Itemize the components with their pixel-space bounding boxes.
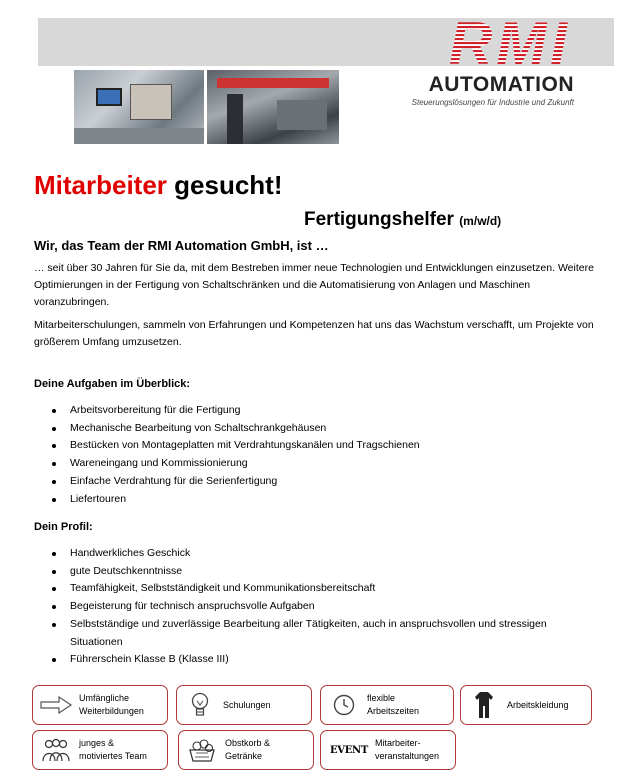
benefit-card-training xyxy=(32,685,168,725)
machine-bar-shape xyxy=(217,78,329,88)
job-title-suffix: (m/w/d) xyxy=(459,214,502,228)
list-item: Führerschein Klasse B (Klasse III) xyxy=(52,651,592,669)
machine-head-shape xyxy=(277,100,327,130)
headline-rest: gesucht! xyxy=(166,170,283,200)
intro-title: Wir, das Team der RMI Automation GmbH, ist … xyxy=(34,238,329,253)
profile-title: Dein Profil: xyxy=(34,521,93,533)
benefit-label: Umfängliche Weiterbildungen xyxy=(79,693,144,716)
intro-paragraph-2: Mitarbeiterschulungen, sammeln von Erfahrungen und Kompetenzen hat uns das Wachstum verschafft, um Projekte von größerem Umfang umzusetzen. xyxy=(34,319,594,348)
logo-text: RMI xyxy=(449,18,571,68)
benefit-label: Obstkorb & Getränke xyxy=(225,738,271,761)
tasks-list xyxy=(52,402,592,508)
job-title-text: Fertigungshelfer xyxy=(304,209,454,230)
benefit-label: Arbeitskleidung xyxy=(507,699,569,710)
benefit-card-events xyxy=(320,730,456,770)
rmi-logo-mark xyxy=(410,18,610,68)
monitor-shape xyxy=(96,88,122,106)
machine-beam-shape xyxy=(227,94,243,144)
headline xyxy=(34,170,283,201)
fruit-basket-icon xyxy=(185,736,219,764)
list-item: Begeisterung für technisch anspruchsvolle Aufgaben xyxy=(52,598,592,616)
floor-shape xyxy=(74,128,204,144)
list-item: gute Deutschkenntnisse xyxy=(52,563,592,581)
photo-machine-control xyxy=(74,70,204,144)
profile-list xyxy=(52,545,592,669)
list-item: Selbstständige und zuverlässige Bearbeitung aller Tätigkeiten, auch in anspruchsvollen und stressigen Situationen xyxy=(52,616,592,651)
list-item: Mechanische Bearbeitung von Schaltschrankgehäusen xyxy=(52,420,592,438)
benefit-label: Mitarbeiter- veranstaltungen xyxy=(375,738,440,761)
clock-icon xyxy=(327,691,361,719)
workwear-icon xyxy=(467,691,501,719)
benefit-label: flexible Arbeitszeiten xyxy=(367,693,420,716)
photo-machine-tool xyxy=(207,70,339,144)
headline-accent: Mitarbeiter xyxy=(34,170,167,200)
team-icon xyxy=(39,736,73,764)
list-item: Arbeitsvorbereitung für die Fertigung xyxy=(52,402,592,420)
list-item: Wareneingang und Kommissionierung xyxy=(52,455,592,473)
benefit-label: junges & motiviertes Team xyxy=(79,738,147,761)
tasks-title: Deine Aufgaben im Überblick: xyxy=(34,378,191,390)
lightbulb-icon xyxy=(183,691,217,719)
intro-paragraph-1: … seit über 30 Jahren für Sie da, mit dem Bestreben immer neue Technologien und Entwicklungen einzusetzen. Weitere Optimierungen in der Fertigung von Schaltschränken und die Automatisierung von Anlagen und Maschinen voranzubringen. xyxy=(34,262,594,308)
job-title xyxy=(304,209,501,231)
arrow-icon xyxy=(39,691,73,719)
benefit-card-courses xyxy=(176,685,312,725)
list-item: Bestücken von Montageplatten mit Verdrahtungskanälen und Tragschienen xyxy=(52,437,592,455)
logo-subtitle: AUTOMATION xyxy=(428,73,574,96)
benefit-card-flexible-hours xyxy=(320,685,454,725)
logo-tagline: Steuerungslösungen für Industrie und Zukunft xyxy=(411,98,574,107)
list-item: Einfache Verdrahtung für die Serienfertigung xyxy=(52,473,592,491)
benefit-card-fruit xyxy=(178,730,314,770)
list-item: Teamfähigkeit, Selbstständigkeit und Kommunikationsbereitschaft xyxy=(52,580,592,598)
list-item: Liefertouren xyxy=(52,491,592,509)
benefit-card-team xyxy=(32,730,168,770)
benefit-card-workwear xyxy=(460,685,592,725)
list-item: Handwerkliches Geschick xyxy=(52,545,592,563)
machine-panel-shape xyxy=(130,84,172,120)
event-icon: EVENT xyxy=(329,744,369,756)
benefit-label: Schulungen xyxy=(223,699,271,710)
